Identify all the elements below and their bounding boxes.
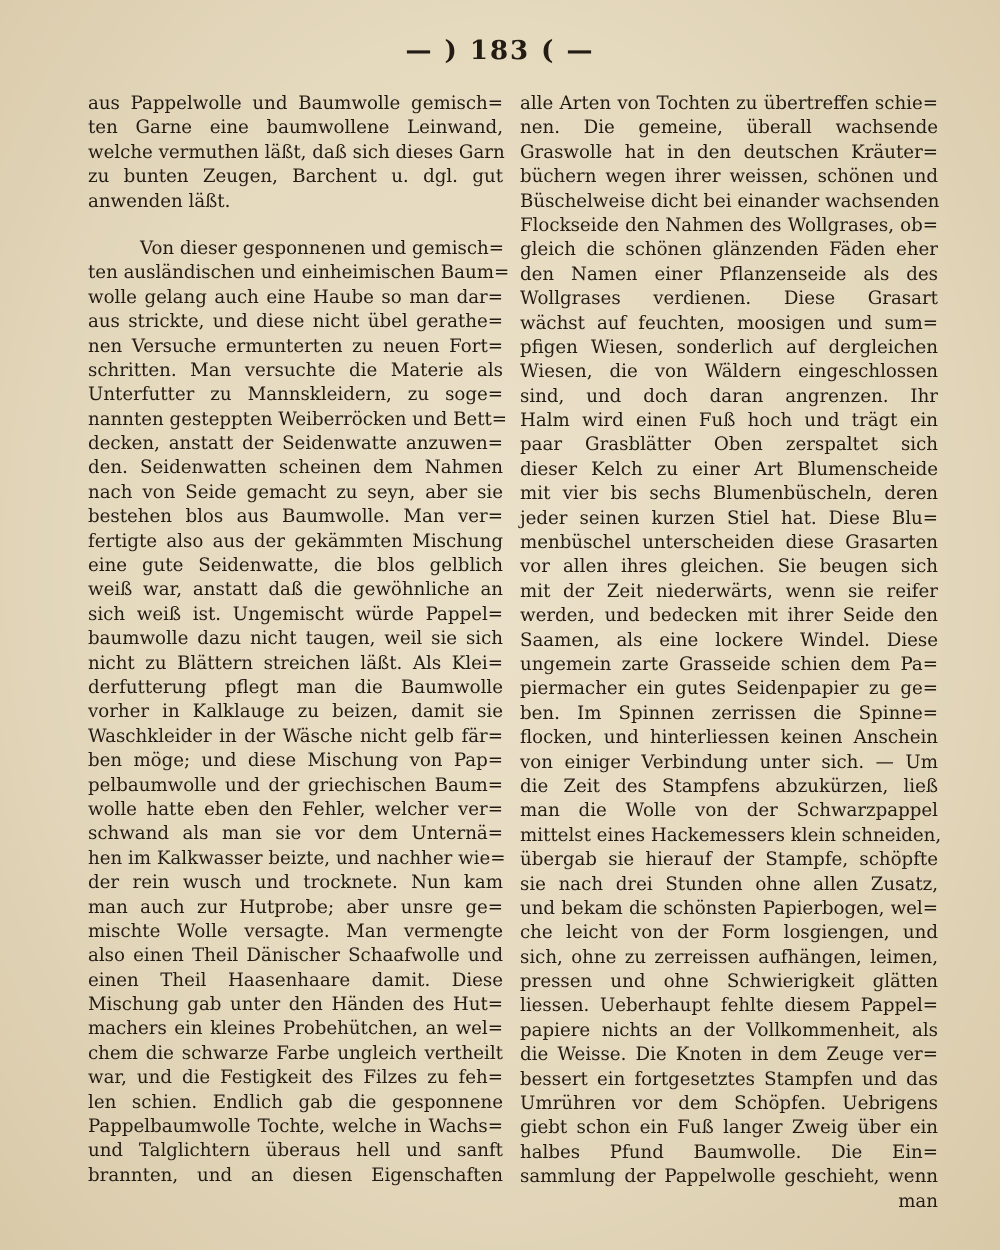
text-line: Wiesen, die von Wäldern eingeschlossen xyxy=(520,361,938,383)
text-line: Mischung gab unter den Händen des Hut= xyxy=(88,994,503,1016)
text-line: war, und die Festigkeit des Filzes zu feh= xyxy=(88,1067,503,1089)
text-line: zu bunten Zeugen, Barchent u. dgl. gut xyxy=(88,166,503,188)
text-line: vor allen ihres gleichen. Sie beugen sich xyxy=(520,556,938,578)
text-line: piermacher ein gutes Seidenpapier zu ge= xyxy=(520,678,938,700)
text-line: dieser Kelch zu einer Art Blumenscheide xyxy=(520,458,938,480)
text-line: nen Versuche ermunterten zu neuen Fort= xyxy=(88,335,503,357)
text-line: giebt schon ein Fuß langer Zweig über ein xyxy=(520,1117,938,1139)
text-line: Flockseide den Nahmen des Wollgrases, ob= xyxy=(520,214,938,236)
text-line: fertigte also aus der gekämmten Mischung xyxy=(88,530,503,552)
text-line: baumwolle dazu nicht taugen, weil sie sich xyxy=(88,628,503,650)
text-line: die Zeit des Stampfens abzukürzen, ließ xyxy=(520,775,938,797)
text-line: nen. Die gemeine, überall wachsende xyxy=(520,117,938,139)
text-line: einen Theil Haasenhaare damit. Diese xyxy=(88,969,503,991)
text-line: Graswolle hat in den deutschen Kräuter= xyxy=(520,141,938,163)
text-line: che leicht von der Form losgiengen, und xyxy=(520,922,938,944)
text-line: vorher in Kalklauge zu beizen, damit sie xyxy=(88,701,503,723)
text-line: sammlung der Pappelwolle geschieht, wenn xyxy=(520,1166,938,1188)
text-line: pelbaumwolle und der griechischen Baum= xyxy=(88,774,503,796)
text-line: eine gute Seidenwatte, die blos gelblich xyxy=(88,555,503,577)
text-line: mit der Zeit niederwärts, wenn sie reifer xyxy=(520,580,938,602)
text-line: und Talglichtern überaus hell und sanft xyxy=(88,1140,503,1162)
text-line: schritten. Man versuchte die Materie als xyxy=(88,359,503,381)
text-line: den. Seidenwatten scheinen dem Nahmen xyxy=(88,457,503,479)
text-line: bestehen blos aus Baumwolle. Man ver= xyxy=(88,506,503,528)
text-line: menbüschel unterscheiden diese Grasarten xyxy=(520,532,938,554)
text-line: papiere nichts an der Vollkommenheit, als xyxy=(520,1019,938,1041)
text-line: brannten, und an diesen Eigenschaften xyxy=(88,1164,503,1186)
text-line: also einen Theil Dänischer Schaafwolle und xyxy=(88,945,503,967)
text-line: Umrühren vor dem Schöpfen. Uebrigens xyxy=(520,1093,938,1115)
text-line: Saamen, als eine lockere Windel. Diese xyxy=(520,629,938,651)
text-line: Von dieser gesponnenen und gemisch= xyxy=(140,237,504,259)
text-line: wolle gelang auch eine Haube so man dar= xyxy=(88,286,503,308)
text-line: sich, ohne zu zerreissen aufhängen, leimen, xyxy=(520,946,938,968)
text-line: alle Arten von Tochten zu übertreffen schie= xyxy=(520,93,938,114)
text-line: Halm wird einen Fuß hoch und trägt ein xyxy=(520,410,938,432)
paragraph-1 xyxy=(88,92,503,214)
text-line: nach von Seide gemacht zu seyn, aber sie xyxy=(88,481,503,503)
text-line: übergab sie hierauf der Stampfe, schöpfte xyxy=(520,849,938,871)
text-line: chem die schwarze Farbe ungleich vertheilt xyxy=(88,1042,503,1064)
text-line: die Weisse. Die Knoten in dem Zeuge ver= xyxy=(520,1044,938,1066)
text-line: man auch zur Hutprobe; aber unsre ge= xyxy=(88,896,503,918)
text-line: halbes Pfund Baumwolle. Die Ein= xyxy=(520,1141,938,1163)
text-line: man die Wolle von der Schwarzpappel xyxy=(520,800,938,822)
text-line: aus strickte, und diese nicht übel gerathe= xyxy=(88,311,503,333)
text-line: decken, anstatt der Seidenwatte anzuwen= xyxy=(88,433,503,455)
text-line: jeder seinen kurzen Stiel hat. Diese Blu= xyxy=(520,507,938,529)
text-line: wächst auf feuchten, moosigen und sum= xyxy=(520,312,938,334)
text-line: der rein wusch und trocknete. Nun kam xyxy=(88,872,503,894)
text-line: len schien. Endlich gab die gesponnene xyxy=(88,1091,503,1113)
text-line: nannten gesteppten Weiberröcken und Bett= xyxy=(88,408,508,430)
text-line: sie nach drei Stunden ohne allen Zusatz, xyxy=(520,873,938,895)
text-line: pressen und ohne Schwierigkeit glätten xyxy=(520,971,938,993)
text-line: welche vermuthen läßt, daß sich dieses Garn xyxy=(88,141,505,163)
text-line: flocken, und hinterliessen keinen Anschein xyxy=(520,727,938,749)
text-line: Unterfutter zu Mannskleidern, zu soge= xyxy=(88,384,503,406)
text-line: paar Grasblätter Oben zerspaltet sich xyxy=(520,434,938,456)
text-line: schwand als man sie vor dem Unternä= xyxy=(88,823,503,845)
text-line: werden, und bedecken mit ihrer Seide den xyxy=(520,605,938,627)
text-line: Büschelweise dicht bei einander wachsenden xyxy=(520,190,940,212)
page-number: — ) 183 ( — xyxy=(405,36,595,66)
text-line: und bekam die schönsten Papierbogen, wel= xyxy=(520,897,938,919)
paragraph-2 xyxy=(88,237,510,1188)
text-line: liessen. Ueberhaupt fehlte diesem Pappel= xyxy=(520,995,938,1017)
text-line: hen im Kalkwasser beizte, und nachher wie= xyxy=(88,847,506,869)
text-line: weiß war, anstatt daß die gewöhnliche an xyxy=(88,579,503,601)
text-line: machers ein kleines Probehütchen, an wel= xyxy=(88,1018,503,1040)
text-line: mittelst eines Hackemessers klein schneiden, xyxy=(520,824,942,846)
text-line: sich weiß ist. Ungemischt würde Pappel= xyxy=(88,603,503,625)
text-line: Waschkleider in der Wäsche nicht gelb fär= xyxy=(88,725,503,747)
text-line: derfutterung pflegt man die Baumwolle xyxy=(88,676,503,698)
text-line: mit vier bis sechs Blumenbüscheln, deren xyxy=(520,483,938,505)
paragraph-gap xyxy=(88,214,503,237)
text-line: ten ausländischen und einheimischen Baum= xyxy=(88,262,510,284)
text-line: aus Pappelwolle und Baumwolle gemisch= xyxy=(88,93,503,114)
text-line: büchern wegen ihrer weissen, schönen und xyxy=(520,166,938,188)
text-line: gleich die schönen glänzenden Fäden eher xyxy=(520,239,938,261)
catchword: man xyxy=(898,1190,938,1212)
text-line: von einiger Verbindung unter sich. — Um xyxy=(520,751,938,773)
text-line: ten Garne eine baumwollene Leinwand, xyxy=(88,117,503,139)
left-column xyxy=(88,92,510,1188)
text-line: ungemein zarte Grasseide schien dem Pa= xyxy=(520,653,938,675)
text-line: anwenden läßt. xyxy=(88,190,231,212)
text-line: bessert ein fortgesetztes Stampfen und das xyxy=(520,1068,938,1090)
text-line: nicht zu Blättern streichen läßt. Als Klei= xyxy=(88,652,503,674)
text-line: Wollgrases verdienen. Diese Grasart xyxy=(520,288,938,310)
text-line: mischte Wolle versagte. Man vermengte xyxy=(88,920,503,942)
text-line: Pappelbaumwolle Tochte, welche in Wachs= xyxy=(88,1116,503,1138)
text-line: ben möge; und diese Mischung von Pap= xyxy=(88,750,503,772)
text-line: ben. Im Spinnen zerrissen die Spinne= xyxy=(520,702,938,724)
text-line: pfigen Wiesen, sonderlich auf dergleichen xyxy=(520,336,938,358)
text-line: wolle hatte eben den Fehler, welcher ver= xyxy=(88,798,503,820)
text-line: sind, und doch daran angrenzen. Ihr xyxy=(520,385,938,407)
right-column xyxy=(520,92,942,1214)
text-line: den Namen einer Pflanzenseide als des xyxy=(520,263,938,285)
